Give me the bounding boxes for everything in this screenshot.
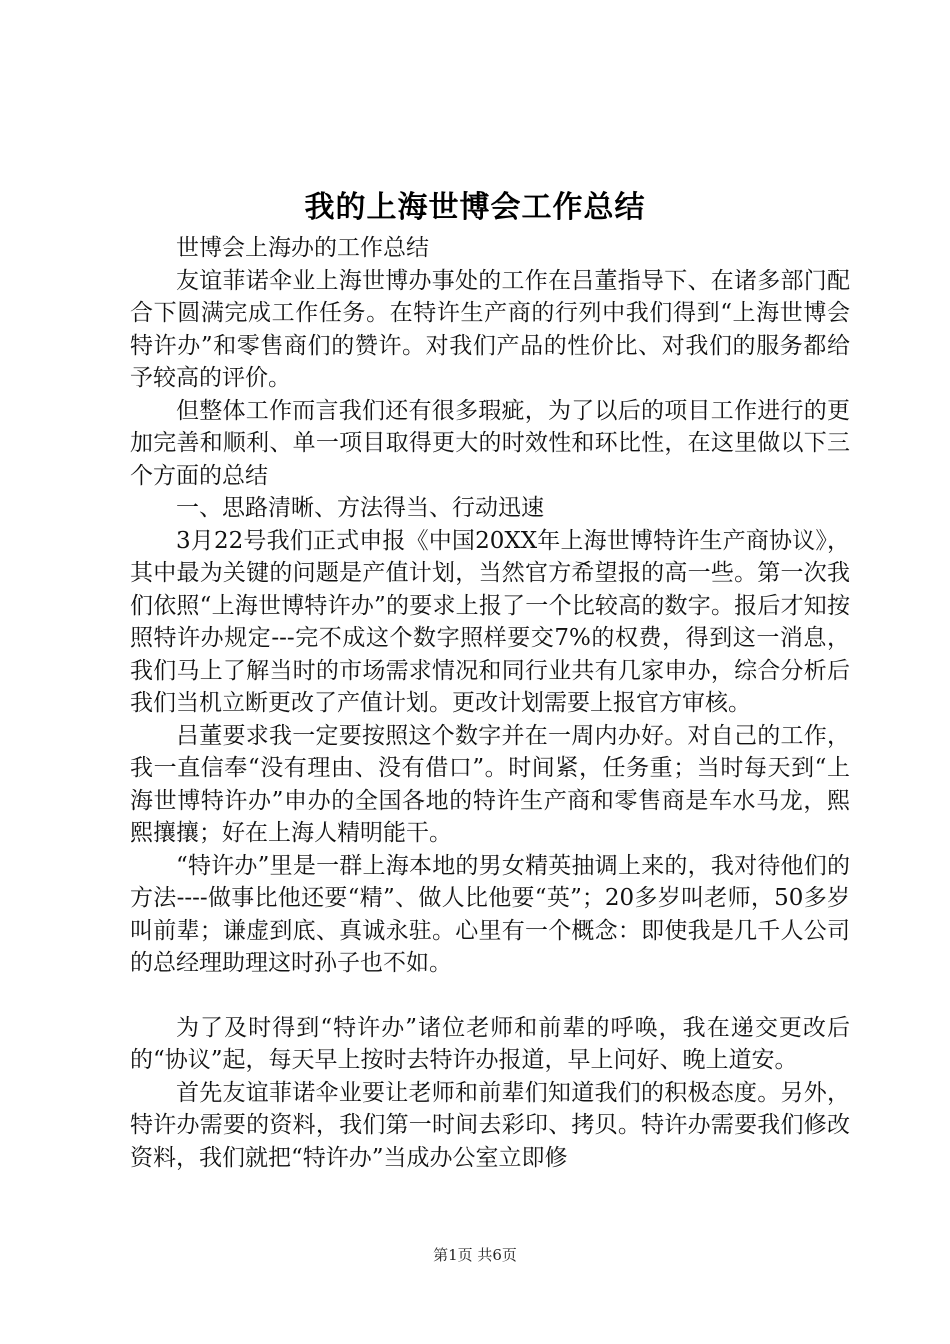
paragraph: 吕董要求我一定要按照这个数字并在一周内办好。对自己的工作，我一直信奉“没有理由、没有借口”。时间紧，任务重；当时每天到“上海世博特许办”申办的全国各地的特许生产商和零售商是车水马龙，熙熙攘攘；好在上海人精明能干。 — [130, 722, 850, 846]
paragraph: 3月22号我们正式申报《中国20XX年上海世博特许生产商协议》，其中最为关键的问题是产值计划，当然官方希望报的高一些。第一次我们依照“上海世博特许办”的要求上报了一个比较高的数字。报后才知按照特许办规定---完不成这个数字照样要交7%的权费，得到这一消息，我们马上了解当时的市场需求情况和同行业共有几家申办，综合分析后我们当机立断更改了产值计划。更改计划需要上报官方审核。 — [130, 527, 850, 716]
paragraph: 首先友谊菲诺伞业要让老师和前辈们知道我们的积极态度。另外，特许办需要的资料，我们第一时间去彩印、拷贝。特许办需要我们修改资料，我们就把“特许办”当成办公室立即修 — [130, 1079, 850, 1171]
paragraph: 为了及时得到“特许办”诸位老师和前辈的呼唤，我在递交更改后的“协议”起，每天早上按时去特许办报道，早上问好、晚上道安。 — [130, 1014, 850, 1073]
paragraph-subtitle: 世博会上海办的工作总结 — [176, 235, 429, 261]
section-heading: 一、思路清晰、方法得当、行动迅速 — [176, 495, 544, 521]
document-title: 我的上海世博会工作总结 — [304, 190, 646, 225]
paragraph: 但整体工作而言我们还有很多瑕疵，为了以后的项目工作进行的更加完善和顺利、单一项目取得更大的时效性和环比性，在这里做以下三个方面的总结 — [130, 397, 850, 489]
paragraph: “特许办”里是一群上海本地的男女精英抽调上来的，我对待他们的方法----做事比他还要“精”、做人比他要“英”；20多岁叫老师，50多岁叫前辈；谦虚到底、真诚永驻。心里有一个概念：即使我是几千人公司的总经理助理这时孙子也不如。 — [130, 852, 850, 976]
document-body — [130, 232, 850, 1174]
page-number-footer: 第1页 共6页 — [433, 1246, 517, 1264]
paragraph: 友谊菲诺伞业上海世博办事处的工作在吕董指导下、在诸多部门配合下圆满完成工作任务。在特许生产商的行列中我们得到“上海世博会特许办”和零售商们的赞许。对我们产品的性价比、对我们的服务都给予较高的评价。 — [130, 267, 850, 391]
